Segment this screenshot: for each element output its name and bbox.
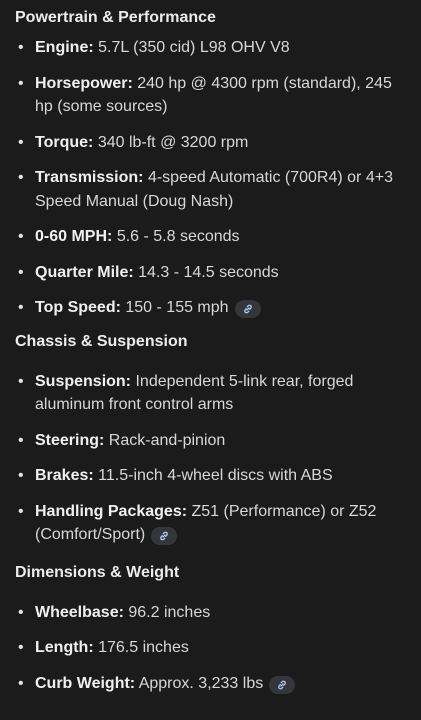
- list-item: [15, 429, 407, 453]
- list-item: [15, 72, 407, 119]
- item-value: 150 - 155 mph: [125, 299, 229, 316]
- item-label: 0-60 MPH:: [35, 228, 113, 245]
- item-value: 240 hp @ 4300 rpm (standard), 245 hp (some sources): [35, 74, 392, 115]
- bullet-icon: •: [18, 674, 24, 692]
- bullet-icon: •: [18, 372, 24, 390]
- section-title: Powertrain & Performance: [15, 9, 216, 26]
- item-label: Torque:: [35, 133, 94, 151]
- item-value: 176.5 inches: [98, 639, 189, 656]
- list-item: [15, 500, 407, 547]
- item-value: Rack-and-pinion: [108, 431, 226, 449]
- source-link-button[interactable]: [235, 300, 261, 318]
- item-label: Suspension:: [35, 372, 132, 390]
- item-label: Transmission:: [35, 169, 144, 186]
- spec-list: [15, 370, 407, 547]
- bullet-icon: •: [18, 263, 24, 281]
- bullet-icon: •: [18, 228, 24, 245]
- list-item: [15, 464, 407, 488]
- section-dimensions: [15, 561, 407, 696]
- item-label: Steering:: [35, 431, 105, 449]
- bullet-icon: •: [18, 603, 24, 621]
- item-label: Horsepower:: [35, 74, 133, 92]
- section-powertrain: [15, 6, 407, 320]
- section-chassis: [15, 330, 407, 547]
- item-value: Z51 (Performance) or Z52 (Comfort/Sport): [35, 502, 377, 543]
- section-title: Dimensions & Weight: [15, 563, 180, 581]
- list-item: [15, 166, 407, 213]
- bullet-icon: •: [18, 169, 24, 186]
- item-value: 4-speed Automatic (700R4) or 4+3 Speed Manual (Doug Nash): [35, 169, 393, 210]
- item-value: Independent 5-link rear, forged aluminum front control arms: [35, 372, 354, 413]
- bullet-icon: •: [18, 639, 24, 656]
- bullet-icon: •: [18, 39, 24, 56]
- list-item: [15, 296, 407, 320]
- list-item: [15, 601, 407, 625]
- section-title: Chassis & Suspension: [15, 332, 188, 350]
- bullet-icon: •: [18, 502, 24, 520]
- link-icon: [158, 530, 170, 542]
- bullet-icon: •: [18, 467, 24, 484]
- link-icon: [276, 679, 288, 691]
- link-icon: [242, 303, 254, 315]
- item-label: Length:: [35, 639, 94, 656]
- item-value: 5.7L (350 cid) L98 OHV V8: [98, 39, 290, 56]
- item-label: Handling Packages:: [35, 502, 188, 520]
- item-label: Wheelbase:: [35, 603, 124, 621]
- list-item: [15, 261, 407, 285]
- item-value: 340 lb-ft @ 3200 rpm: [97, 133, 249, 151]
- item-value: 96.2 inches: [128, 603, 211, 621]
- item-label: Quarter Mile:: [35, 263, 134, 281]
- item-label: Top Speed:: [35, 299, 121, 316]
- bullet-icon: •: [18, 133, 24, 151]
- list-item: [15, 370, 407, 417]
- item-value: Approx. 3,233 lbs: [138, 674, 264, 692]
- item-value: 11.5-inch 4-wheel discs with ABS: [98, 467, 333, 484]
- list-item: [15, 636, 407, 660]
- list-item: [15, 131, 407, 155]
- item-value: 5.6 - 5.8 seconds: [116, 228, 240, 245]
- item-label: Brakes:: [35, 467, 94, 484]
- item-value: 14.3 - 14.5 seconds: [138, 263, 279, 281]
- list-item: [15, 225, 407, 249]
- list-item: [15, 672, 407, 696]
- source-link-button[interactable]: [151, 527, 177, 545]
- item-label: Engine:: [35, 39, 94, 56]
- source-link-button[interactable]: [269, 676, 295, 694]
- bullet-icon: •: [18, 299, 24, 316]
- item-label: Curb Weight:: [35, 674, 136, 692]
- bullet-icon: •: [18, 431, 24, 449]
- spec-list: [15, 36, 407, 320]
- spec-list: [15, 601, 407, 696]
- list-item: [15, 36, 407, 60]
- bullet-icon: •: [18, 74, 24, 92]
